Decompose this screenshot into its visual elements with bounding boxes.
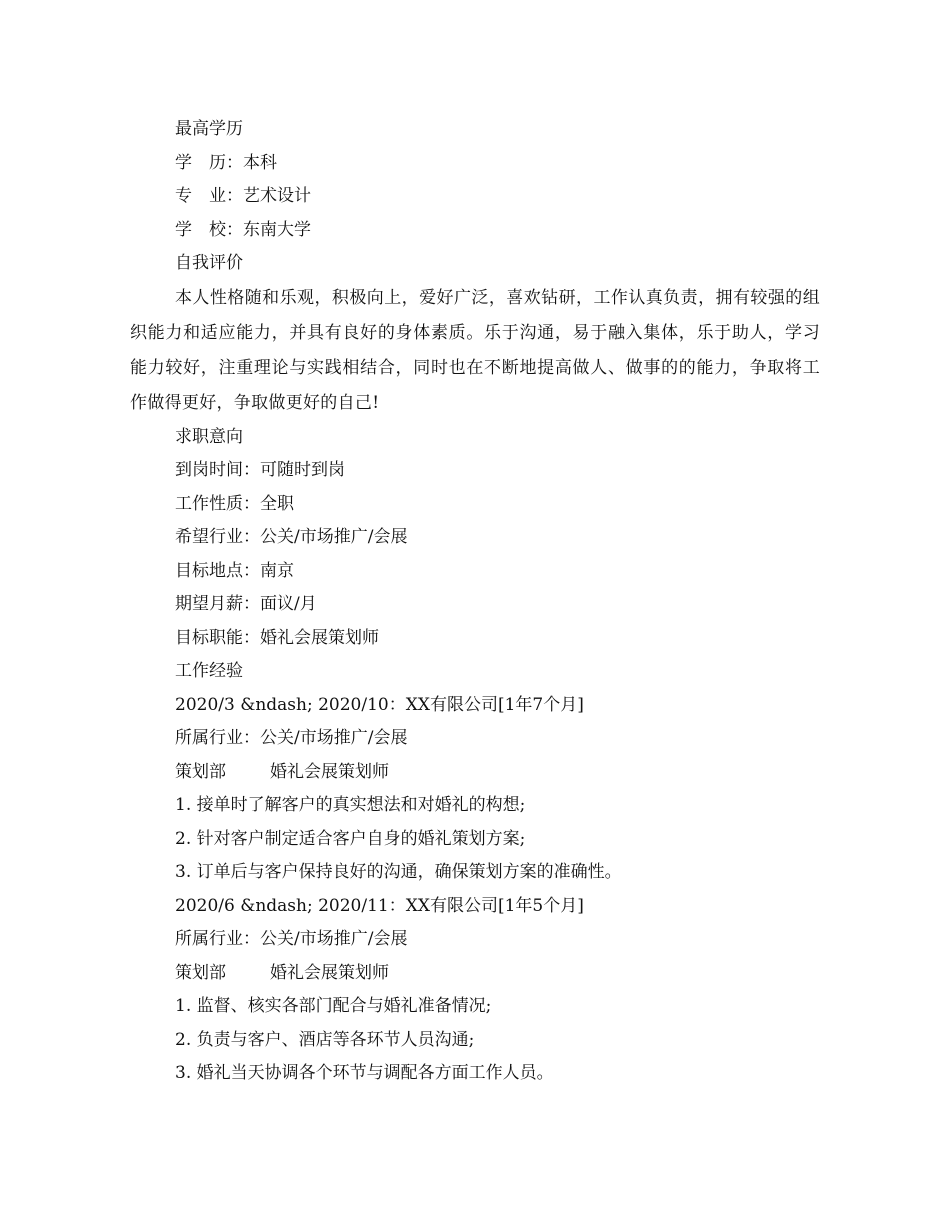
- job-dept: 策划部: [175, 761, 226, 782]
- intent-row-type: [175, 488, 815, 522]
- degree-row: [175, 147, 815, 181]
- intent-row-industry: [175, 521, 815, 555]
- degree-label: 学 历：: [175, 152, 243, 173]
- self-eval-heading: 自我评价: [175, 253, 243, 273]
- job-intent-heading: 求职意向: [175, 426, 243, 447]
- intent-value: 公关/市场推广/会展: [260, 527, 408, 547]
- intent-row-location: [175, 555, 815, 589]
- major-label: 专 业：: [175, 186, 243, 206]
- major-row: [175, 180, 815, 214]
- intent-row-function: [175, 622, 815, 656]
- intent-value: 南京: [260, 560, 294, 581]
- intent-label: 目标地点：: [175, 560, 260, 581]
- intent-row-arrival: [175, 454, 815, 488]
- school-row: [175, 214, 815, 248]
- job-1-dept-role: [175, 756, 815, 790]
- school-value: 东南大学: [243, 219, 311, 240]
- intent-value: 婚礼会展策划师: [260, 627, 379, 648]
- intent-label: 工作性质：: [175, 493, 260, 514]
- job-2-duty-3: 3. 婚礼当天协调各个环节与调配各方面工作人员。: [175, 1063, 554, 1083]
- intent-row-salary: [175, 588, 815, 622]
- job-1-duty-3: 3. 订单后与客户保持良好的沟通，确保策划方案的准确性。: [175, 862, 622, 882]
- intent-label: 目标职能：: [175, 627, 260, 648]
- intent-value: 面议/月: [260, 594, 317, 614]
- degree-value: 本科: [243, 152, 277, 173]
- major-value: 艺术设计: [243, 186, 311, 206]
- intent-label: 到岗时间：: [175, 460, 260, 480]
- intent-value: 全职: [260, 493, 294, 514]
- job-1-period: 2020/3 &ndash; 2020/10：XX有限公司[1年7个月]: [175, 694, 584, 715]
- job-2-period: 2020/6 &ndash; 2020/11：XX有限公司[1年5个月]: [175, 895, 584, 916]
- experience-heading: 工作经验: [175, 661, 243, 681]
- intent-value: 可随时到岗: [260, 460, 345, 480]
- job-2-industry: 所属行业：公关/市场推广/会展: [175, 929, 408, 949]
- education-heading: 最高学历: [175, 119, 243, 139]
- self-eval-text: 本人性格随和乐观，积极向上，爱好广泛，喜欢钻研，工作认真负责，拥有较强的组织能力和适应能力，并具有良好的身体素质。乐于沟通，易于融入集体，乐于助人，学习能力较好，注重理论与实践相结合，同时也在不断地提高做人、做事的的能力，争取将工作做得更好，争取做更好的自己!: [130, 287, 820, 413]
- intent-label: 期望月薪：: [175, 594, 260, 614]
- school-label: 学 校：: [175, 219, 243, 240]
- job-1-industry: 所属行业：公关/市场推广/会展: [175, 728, 408, 748]
- job-role: 婚礼会展策划师: [270, 962, 389, 983]
- job-dept: 策划部: [175, 962, 226, 983]
- job-2-dept-role: [175, 957, 815, 991]
- job-role: 婚礼会展策划师: [270, 761, 389, 782]
- job-2-duty-1: 1. 监督、核实各部门配合与婚礼准备情况;: [175, 996, 492, 1016]
- intent-label: 希望行业：: [175, 527, 260, 547]
- job-1-duty-1: 1. 接单时了解客户的真实想法和对婚礼的构想;: [175, 795, 526, 815]
- resume-document: [130, 113, 820, 1091]
- job-2-duty-2: 2. 负责与客户、酒店等各环节人员沟通;: [175, 1029, 475, 1050]
- job-1-duty-2: 2. 针对客户制定适合客户自身的婚礼策划方案;: [175, 828, 526, 849]
